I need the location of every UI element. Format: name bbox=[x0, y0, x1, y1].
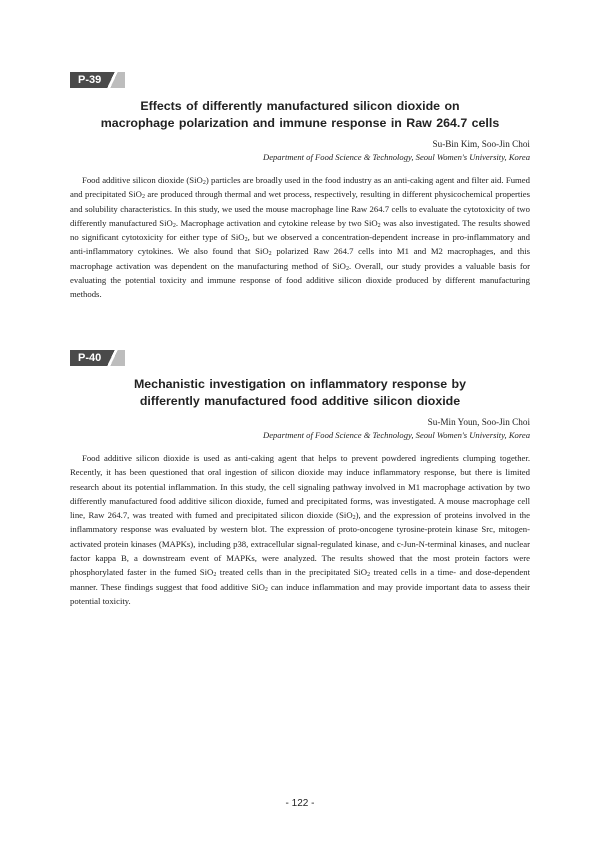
abstract-p39 bbox=[70, 72, 530, 302]
abstract-number-tag bbox=[70, 72, 530, 88]
abstract-body: Food additive silicon dioxide (SiO$_2$) particles are broadly used in the food industry as an anti-caking agent and filter aid. Fumed and precipitated SiO$_2$ are produced through thermal and wet process, respectively, resulting in different physicochemical properties and solubility characteristics. In this study, we used the mouse macrophage line Raw 264.7 cells to evaluate the cytotoxicity of two differently manufactured SiO$_2$. Macrophage activation and cytokine release by two SiO$_2$ was also investigated. The results showed no significant cytotoxicity for either type of SiO$_2$, but we observed a concentration-dependent increase in pro-inflammatory and anti-inflammatory cytokines. We also found that SiO$_2$ polarized Raw 264.7 cells into M1 and M2 macrophages, and this macrophage activation was dependent on the manufacturing method of SiO$_2$. Overall, our study provides a valuable basis for evaluating the potential toxicity and immune response of food additive silicon dioxide produced by different manufacturing methods. bbox=[70, 175, 531, 300]
abstract-affiliation: Department of Food Science & Technology, Seoul Women's University, Korea bbox=[262, 430, 530, 440]
page-number: - 122 - bbox=[285, 798, 315, 809]
abstract-number-tag bbox=[70, 350, 530, 366]
abstract-authors: Su-Min Youn, Soo-Jin Choi bbox=[427, 417, 530, 427]
abstract-number: P-39 bbox=[70, 72, 107, 88]
abstract-title-line: Mechanistic investigation on inflammatory response by bbox=[133, 377, 467, 391]
abstract-body: Food additive silicon dioxide is used as anti-caking agent that helps to prevent powdered ingredients clumping together. Recently, it has been questioned that oral ingestion of silicon dioxide may induce inflammatory response, but there is limited research about its potential inflammation. In this study, the cell signaling pathway involved in M1 macrophage activation by two differently manufactured food additive silicon dioxide, fumed and precipitated forms, was investigated. A mouse macrophage cell line, Raw 264.7, was treated with fumed and precipitated silicon dioxide (SiO$_2$), and the expression of proteins involved in the inflammatory response was evaluated by western blot. The expression of proto-oncogene tyrosine-protein kinase Src, mitogen-activated protein kinases (MAPKs), including p38, extracellular signal-regulated kinase, and c-Jun-N-terminal kinases, and nuclear factor kappa B, a downstream event of MAPKs, were analyzed. The results showed that the most protein factors were phosphorylated faster in the fumed SiO$_2$ treated cells than in the precipitated SiO$_2$ treated cells in a time- and dose-dependent manner. These findings suggest that food additive SiO$_2$ can induce inflammation and may provide important data to assess their potential toxicity. bbox=[70, 453, 530, 606]
abstract-number: P-40 bbox=[70, 350, 107, 366]
tag-decoration bbox=[107, 350, 125, 366]
abstract-authors: Su-Bin Kim, Soo-Jin Choi bbox=[432, 139, 530, 149]
abstract-title-line: differently manufactured food additive silicon dioxide bbox=[139, 394, 461, 408]
abstract-title-line: macrophage polarization and immune response in Raw 264.7 cells bbox=[100, 116, 500, 130]
abstract-affiliation: Department of Food Science & Technology, Seoul Women's University, Korea bbox=[262, 152, 530, 162]
abstract-p40 bbox=[70, 350, 530, 608]
tag-decoration bbox=[107, 72, 125, 88]
abstract-title-line: Effects of differently manufactured silicon dioxide on bbox=[140, 99, 460, 113]
